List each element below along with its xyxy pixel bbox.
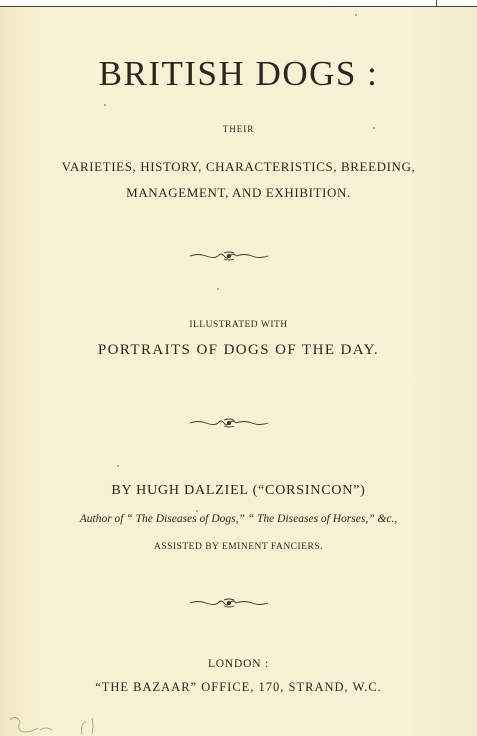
flourish-ornament-icon bbox=[188, 418, 270, 428]
assisted-by-line: ASSISTED BY EMINENT FANCIERS. bbox=[154, 542, 323, 552]
pencil-mark-icon bbox=[0, 712, 120, 736]
portraits-line: PORTRAITS OF DOGS OF THE DAY. bbox=[97, 342, 380, 358]
author-credits: Author of “ The Diseases of Dogs,” “ The Diseases of Horses,” &c., bbox=[79, 513, 398, 525]
illustrated-with-label: ILLUSTRATED WITH bbox=[189, 320, 288, 330]
subtitle-line-2: MANAGEMENT, AND EXHIBITION. bbox=[126, 185, 351, 200]
book-title: BRITISH DOGS : bbox=[98, 54, 379, 93]
speck bbox=[355, 14, 357, 16]
their-label: THEIR bbox=[222, 124, 255, 134]
flourish-ornament-icon bbox=[188, 251, 270, 261]
flourish-ornament-icon bbox=[188, 598, 270, 608]
border-tick bbox=[436, 0, 437, 6]
publisher-address: “THE BAZAAR” OFFICE, 170, STRAND, W.C. bbox=[95, 680, 382, 694]
author-byline: BY HUGH DALZIEL (“CORSINCON”) bbox=[111, 483, 366, 498]
speck bbox=[373, 127, 375, 129]
speck bbox=[217, 288, 219, 290]
speck bbox=[196, 510, 198, 512]
subtitle-line-1: VARIETIES, HISTORY, CHARACTERISTICS, BREEDING, bbox=[61, 159, 416, 174]
top-border-rule bbox=[0, 0, 477, 7]
speck bbox=[117, 465, 119, 467]
speck bbox=[104, 104, 106, 106]
publication-city: LONDON : bbox=[207, 658, 270, 670]
